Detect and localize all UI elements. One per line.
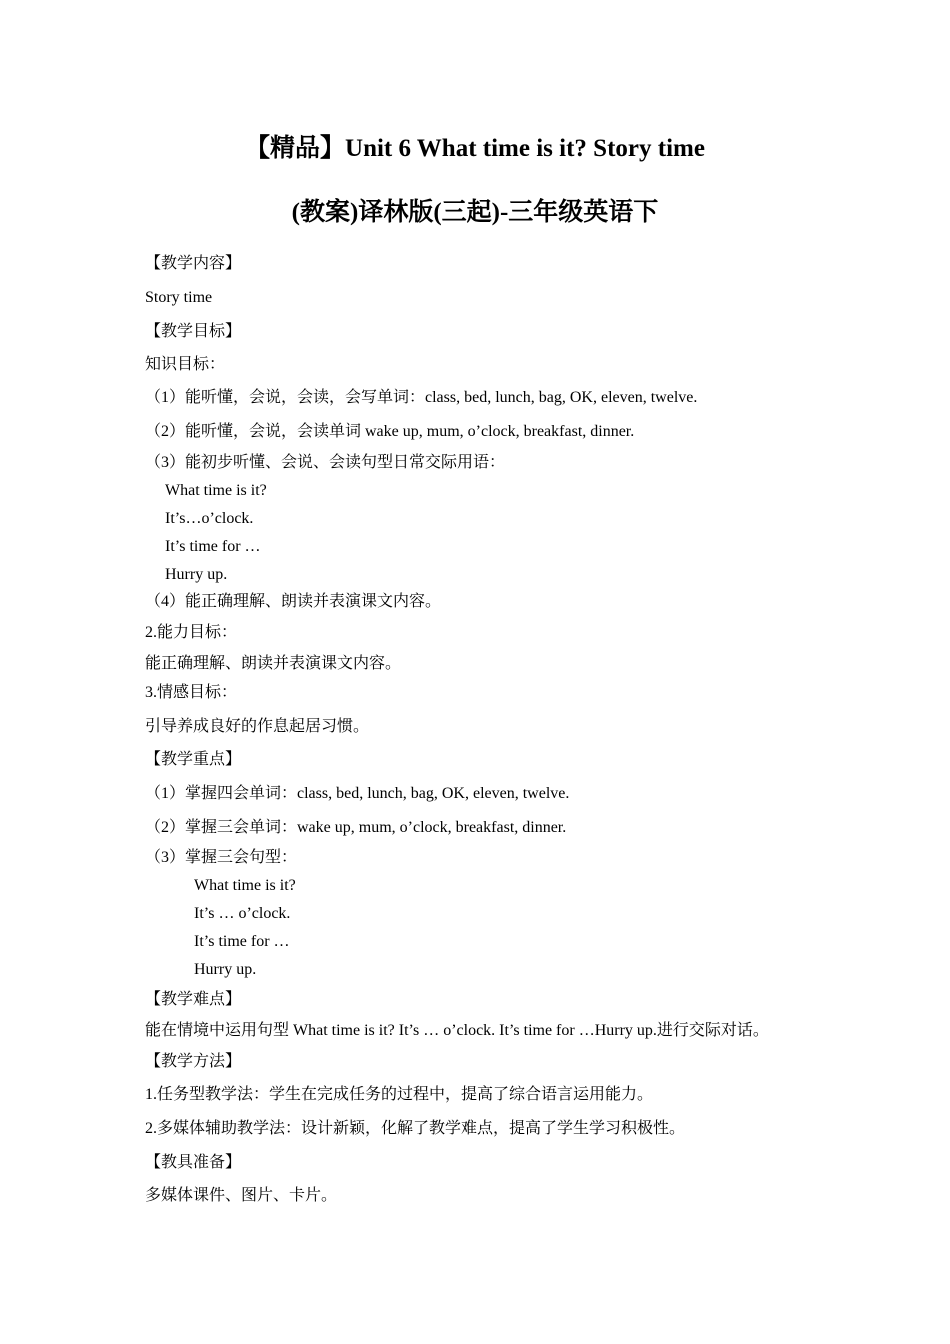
goal-3-sentence: Hurry up. [165,566,228,583]
key-point-item-2: （2）掌握三会单词：wake up, mum, o’clock, breakfast, dinner. [145,819,567,836]
section-heading-goals: 【教学目标】 [145,323,242,340]
goal-item-2: （2）能听懂，会说，会读单词 wake up, mum, o’clock, breakfast, dinner. [145,423,635,440]
materials-text: 多媒体课件、图片、卡片。 [145,1187,338,1204]
goal-3-sentence: What time is it? [165,482,267,499]
goal-item-3: （3）能初步听懂、会说、会读句型日常交际用语： [145,454,506,471]
key-3-sentence: It’s time for … [194,933,290,950]
goal-item-1: （1）能听懂，会说，会读，会写单词：class, bed, lunch, bag, OK, eleven, twelve. [145,389,698,406]
document-title-line-2: (教案)译林版(三起)-三年级英语下 [291,199,659,226]
key-point-item-3: （3）掌握三会句型： [145,849,298,866]
section-heading-methods: 【教学方法】 [145,1053,242,1070]
content-text: Story time [145,289,213,306]
section-heading-content: 【教学内容】 [145,255,242,272]
ability-goal-label: 2.能力目标： [145,624,238,641]
section-heading-key-points: 【教学重点】 [145,751,242,768]
key-3-sentence: What time is it? [194,877,296,894]
goal-3-sentence: It’s…o’clock. [165,510,254,527]
key-3-sentence: It’s … o’clock. [194,905,291,922]
key-3-sentence: Hurry up. [194,961,257,978]
method-item-1: 1.任务型教学法：学生在完成任务的过程中，提高了综合语言运用能力。 [145,1086,654,1103]
goal-3-sentence: It’s time for … [165,538,261,555]
difficulty-text: 能在情境中运用句型 What time is it? It’s … o’clock. It’s time for …Hurry up.进行交际对话。 [145,1022,769,1039]
emotion-goal-text: 引导养成良好的作息起居习惯。 [145,718,370,735]
goal-item-4: （4）能正确理解、朗读并表演课文内容。 [145,593,442,610]
method-item-2: 2.多媒体辅助教学法：设计新颖，化解了教学难点，提高了学生学习积极性。 [145,1120,686,1137]
emotion-goal-label: 3.情感目标： [145,684,238,701]
section-heading-difficulty: 【教学难点】 [145,991,242,1008]
document-title-line-1: 【精品】Unit 6 What time is it? Story time [245,135,705,162]
section-heading-materials: 【教具准备】 [145,1154,242,1171]
knowledge-goal-label: 知识目标： [145,356,226,373]
ability-goal-text: 能正确理解、朗读并表演课文内容。 [145,655,402,672]
key-point-item-1: （1）掌握四会单词：class, bed, lunch, bag, OK, eleven, twelve. [145,785,570,802]
